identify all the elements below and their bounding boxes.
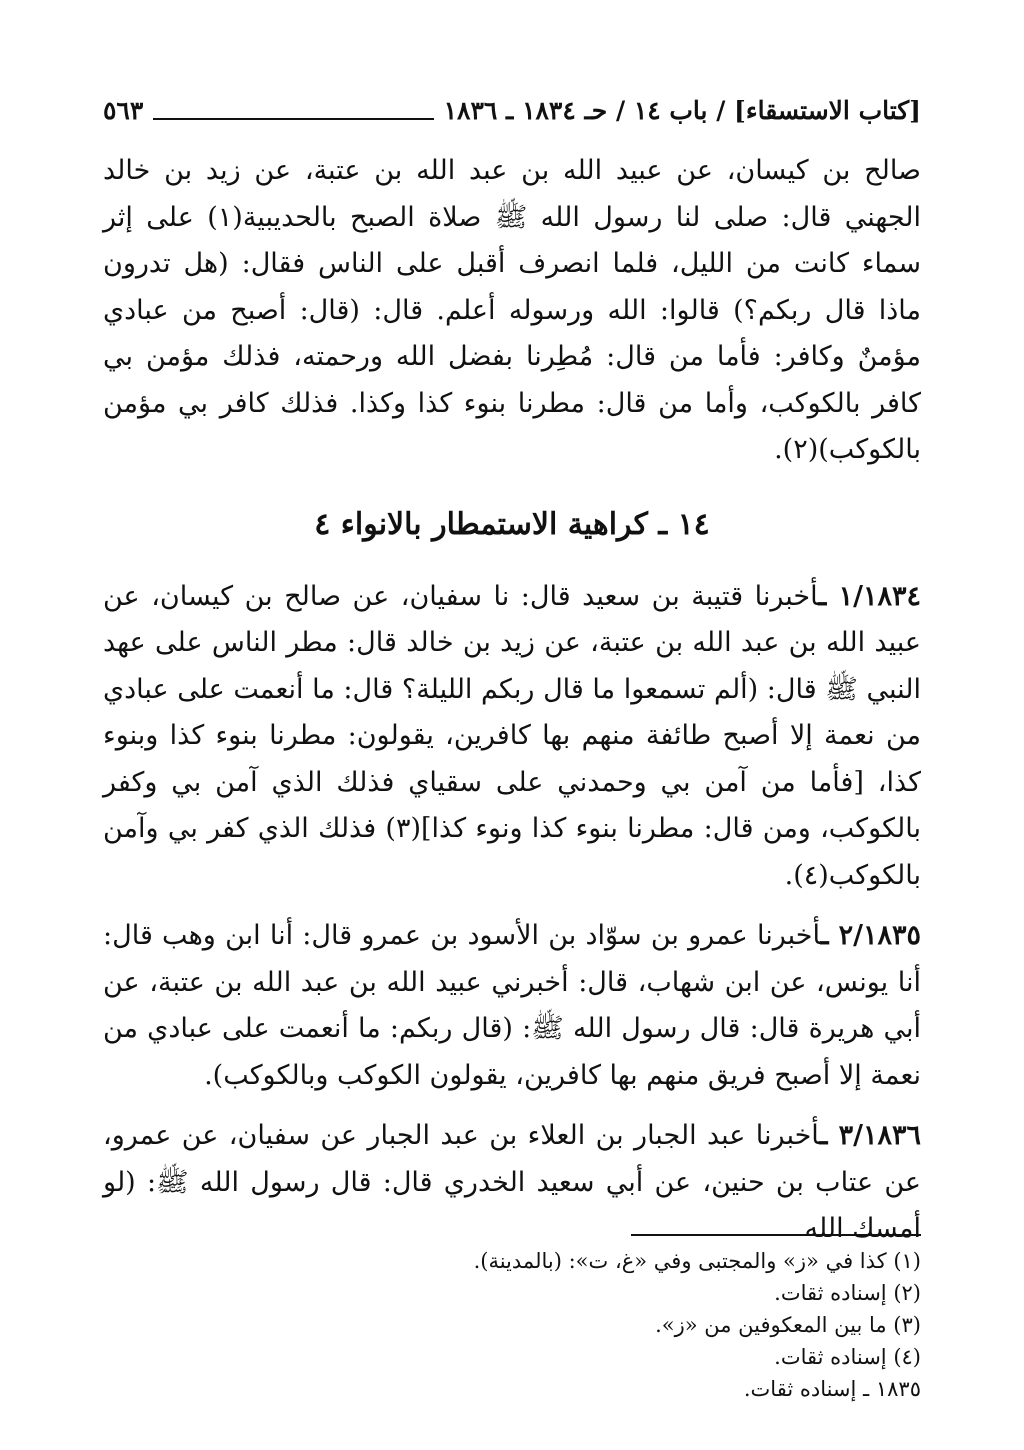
hadith-text: أخبرنا عبد الجبار بن العلاء بن عبد الجبار عن سفيان، عن عمرو، عن عتاب بن حنين، عن أبي سعيد الخدري قال: قال رسول الله ﷺ: (لو أمسك الله [103, 1120, 921, 1244]
main-text [103, 148, 921, 1253]
footnote: (٤) إسناده ثقات. [774, 1345, 921, 1369]
hadith-paragraph [103, 1113, 921, 1253]
footnote: (٢) إسناده ثقات. [774, 1281, 921, 1305]
hadith-text: أخبرنا قتيبة بن سعيد قال: نا سفيان، عن صالح بن كيسان، عن عبيد الله بن عبد الله بن عتبة، عن زيد بن خالد قال: مطر الناس على عهد النبي ﷺ قال: (ألم تسمعوا ما قال ربكم الليلة؟ قال: ما أنعمت على عبادي من نعمة إلا أصبح طائفة منهم بها كافرين، يقولون: مطرنا بنوء كذا وبنوء كذا، [فأما من آمن بي وحمدني على سقياي فذلك الذي آمن بي وكفر بالكوكب، ومن قال: مطرنا بنوء كذا ونوء كذا](٣) فذلك الذي كفر بي وآمن بالكوكب(٤). [103, 580, 921, 891]
paragraph-gap [103, 1099, 921, 1113]
hadith-paragraph [103, 913, 921, 1099]
page-header [103, 92, 921, 126]
hadith-text: أخبرنا عمرو بن سوّاد بن الأسود بن عمرو قال: أنا ابن وهب قال: أنا يونس، عن ابن شهاب، قال: أخبرني عبيد الله بن عبد الله بن عتبة، عن أبي هريرة قال: قال رسول الله ﷺ: (قال ربكم: ما أنعمت على عبادي من نعمة إلا أصبح فريق منهم بها كافرين، يقولون الكوكب وبالكوكب). [103, 920, 921, 1091]
paragraph-gap [103, 899, 921, 913]
hadith-number: ٢/١٨٣٥ ـ [820, 920, 921, 951]
footnote: ١٨٣٥ ـ إسناده ثقات. [743, 1377, 921, 1401]
running-title: [كتاب الاستسقاء] / باب ١٤ / حـ ١٨٣٤ ـ ١٨٣٦ [443, 96, 921, 125]
footnote-separator [631, 1234, 921, 1236]
header-rule [153, 118, 433, 120]
hadith-number: ٣/١٨٣٦ ـ [819, 1120, 922, 1151]
section-title: ١٤ ـ كراهية الاستمطار بالانواء ٤ [314, 506, 710, 542]
page-number: ٥٦٣ [103, 96, 144, 125]
hadith-number: ١/١٨٣٤ ـ [818, 580, 922, 612]
footnote: (١) كذا في «ز» والمجتبى وفي «غ، ت»: (بالمدينة). [473, 1249, 921, 1273]
continuation-paragraph: صالح بن كيسان، عن عبيد الله بن عبد الله بن عتبة، عن زيد بن خالد الجهني قال: صلى لنا رسول الله ﷺ صلاة الصبح بالحديبية(١) على إثر سماء كانت من الليل، فلما انصرف أقبل على الناس فقال: (هل تدرون ماذا قال ربكم؟) قالوا: الله ورسوله أعلم. قال: (قال: أصبح من عبادي مؤمنٌ وكافر: فأما من قال: مُطِرنا بفضل الله ورحمته، فذلك مؤمن بي كافر بالكوكب، وأما من قال: مطرنا بنوء كذا وكذا. فذلك كافر بي مؤمن بالكوكب)(٢). [103, 155, 922, 465]
footnote: (٣) ما بين المعكوفين من «ز». [655, 1313, 921, 1337]
footnotes [103, 1245, 921, 1405]
hadith-paragraph [103, 574, 921, 900]
